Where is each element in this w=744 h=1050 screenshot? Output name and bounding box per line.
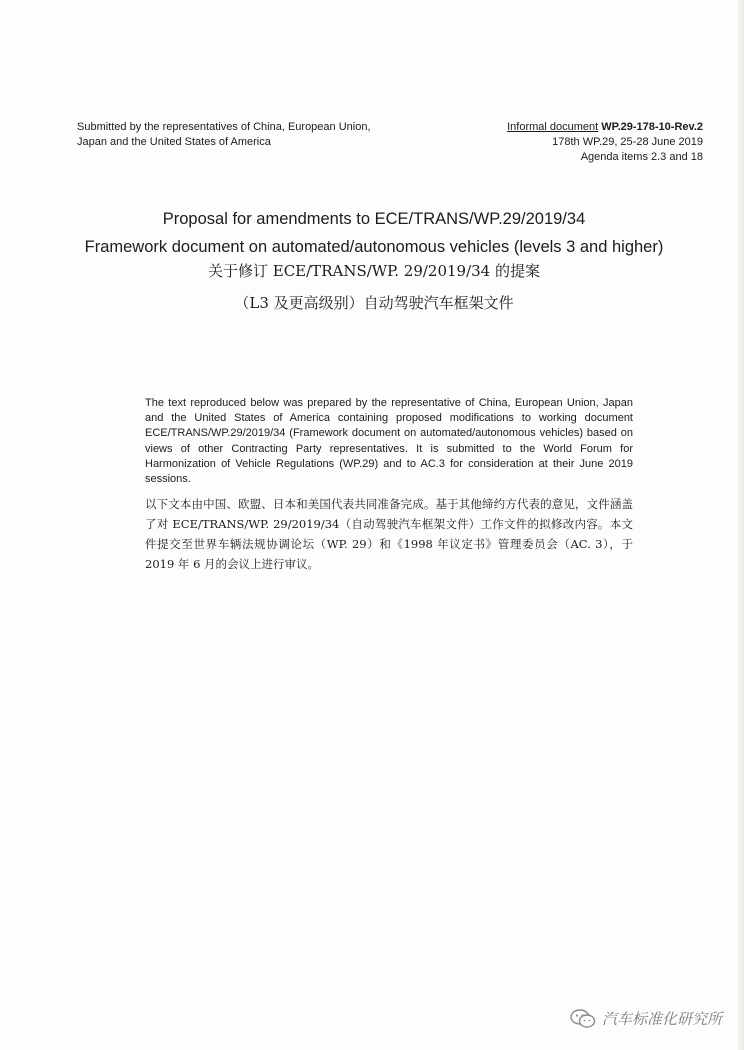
submitted-line-2: Japan and the United States of America (77, 136, 271, 148)
session-info: 178th WP.29, 25-28 June 2019 (552, 136, 703, 148)
document-id-line (403, 120, 703, 135)
informal-document-label: Informal document (507, 121, 599, 133)
document-code: WP.29-178-10-Rev.2 (601, 121, 703, 133)
agenda-items: Agenda items 2.3 and 18 (580, 151, 703, 163)
submitted-line-1: Submitted by the representatives of China, European Union, (77, 121, 371, 133)
wechat-icon (570, 1009, 596, 1029)
submitted-by (77, 120, 407, 150)
abstract-zh: 以下文本由中国、欧盟、日本和美国代表共同准备完成。基于其他缔约方代表的意见，文件涵盖了对 ECE/TRANS/WP. 29/2019/34（自动驾驶汽车框架文件）工作文件的拟修改内容。本文件提交至世界车辆法规协调论坛（WP. 29）和《1998 年议定书》管理委员会（AC. 3），于 2019 年 6 月的会议上进行审议。 (145, 497, 633, 572)
document-info (403, 120, 703, 165)
title-framework-zh: （L3 及更高级别）自动驾驶汽车框架文件 (234, 294, 514, 312)
title-block (40, 208, 708, 314)
watermark-text: 汽车标准化研究所 (601, 1011, 722, 1028)
scan-edge (738, 0, 744, 1050)
title-proposal-en: Proposal for amendments to ECE/TRANS/WP.29/2019/34 (162, 210, 586, 228)
watermark (570, 1008, 722, 1029)
title-framework-en: Framework document on automated/autonomous vehicles (levels 3 and higher) (84, 238, 664, 256)
abstract-en: The text reproduced below was prepared by the representative of China, European Union, Japan and the United States of America containing proposed modifications to working document ECE/TRANS/WP.29/2019/34 (Framework document on automated/autonomous vehicles) based on views of other Contracting Party representatives. It is submitted to the World Forum for Harmonization of Vehicle Regulations (WP.29) and to AC.3 for consideration at their June 2019 sessions. (145, 397, 633, 486)
title-proposal-zh: 关于修订 ECE/TRANS/WP. 29/2019/34 的提案 (207, 262, 540, 280)
abstract-block (145, 396, 633, 574)
